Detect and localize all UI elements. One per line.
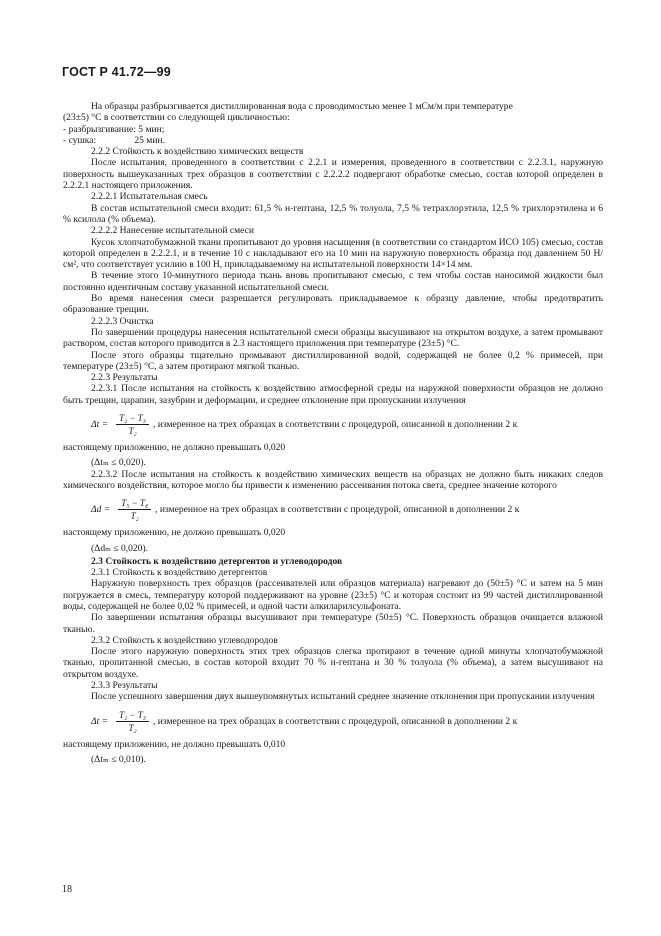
formula-limit: (Δtₘ ≤ 0,020). (91, 457, 146, 469)
formula-delta-d (63, 498, 603, 521)
section-heading: 2.3.1 Стойкость к воздействию детергентов (91, 567, 268, 579)
section-heading: 2.2.2.3 Очистка (91, 315, 154, 327)
formula-lhs: Δt = (91, 418, 109, 430)
formula-limit: (Δdₘ ≤ 0,020). (91, 542, 149, 554)
paragraph: После этого наружную поверхность этих трех образцов слегка протирают в течение одной минуты хлопчатобумажной тканью, пропитанной смесью, в состав которой входит 70 % н-гептана и 30 % толуола (% объема), а затем высушивают на открытом воздухе. (63, 646, 603, 680)
formula-delta-t (63, 413, 603, 436)
formula-text: , измеренное на трех образцах в соответствии с процедурой, описанной в дополнении 2 к (155, 504, 520, 516)
formula-numerator: T₂ − T₃ (116, 413, 149, 425)
formula-denominator: T₂ (128, 722, 137, 733)
list-item: - разбрызгивание: 5 мин; (63, 123, 165, 135)
paragraph: настоящему приложению, не должно превышать 0,010 (63, 738, 286, 750)
section-heading: 2.3.3 Результаты (91, 680, 158, 692)
paragraph: Наружную поверхность трех образцов (рассеивателей или образцов материала) нагревают до (50±5) °С и затем на 5 мин погружается в смесь, температуру которой поддерживают на уровне (23±5) °С и которая состоит из 99 частей дистиллированной воды, содержащей не более 0,02 % примесей, и одной части алкиларилсульфоната. (63, 578, 603, 612)
formula-fraction (116, 413, 149, 436)
section-heading: 2.3.2 Стойкость к воздействию углеводородов (91, 634, 278, 646)
list-item: - сушка: 25 мин. (63, 134, 165, 146)
document-header: ГОСТ Р 41.72—99 (62, 65, 171, 79)
paragraph: 2.2.3.1 После испытания на стойкость к воздействию атмосферной среды на наружной поверхности образцов не должно быть трещин, царапин, зазубрин и деформации, и среднее отклонение при пропускании излучения (63, 383, 603, 406)
paragraph: Кусок хлопчатобумажной ткани пропитывают до уровня насыщения (в соответствии со стандартом ИСО 105) смесью, состав которой определен в 2.2.2.1, и в течение 10 с накладывают его на 10 мин на наружную поверхность образца под давлением 50 Н/см², что соответствует усилию в 100 Н, прикладываемому на испытательной поверхности 14×14 мм. (63, 236, 603, 271)
formula-fraction (116, 710, 149, 733)
section-heading: 2.2.2.1 Испытательная смесь (91, 191, 208, 203)
paragraph: После испытания, проведенного в соответствии с 2.2.1 и измерения, проведенного в соответствии с 2.2.3.1, наружную поверхность вышеуказанных трех образцов в соответствии с 2.2.2.2 подвергают обработке смесью, состав которой определен в 2.2.2.1 настоящего приложения. (63, 157, 603, 192)
document-body (63, 101, 603, 765)
paragraph: После этого образцы тщательно промывают дистиллированной водой, содержащей не более 0,2 % примесей, при температуре (23±5) °С, а затем протирают мягкой тканью. (63, 349, 603, 372)
formula-limit: (Δtₘ ≤ 0,010). (91, 753, 146, 765)
paragraph: В состав испытательной смеси входит: 61,5 % н-гептана, 12,5 % толуола, 7,5 % тетрахлорэтила, 12,5 % трихлорэтилена и 6 % ксилола (% объема). (63, 202, 603, 225)
formula-fraction (118, 498, 151, 521)
formula-denominator: T₂ (128, 426, 137, 437)
formula-text: , измеренное на трех образцах в соответствии с процедурой, описанной в дополнении 2 к (152, 418, 518, 430)
paragraph: (23±5) °С в соответствии со следующей цикличностью: (63, 112, 290, 124)
formula-lhs: Δd = (91, 504, 111, 516)
formula-lhs: Δt = (91, 715, 109, 727)
page-number: 18 (62, 884, 72, 895)
section-heading: 2.2.2 Стойкость к воздействию химических веществ (91, 146, 304, 158)
paragraph: После успешного завершения двух вышеупомянутых испытаний среднее значение отклонения при пропускании излучения (91, 691, 595, 703)
paragraph: 2.2.3.2 После испытания на стойкость к воздействию химических веществ на образцах не должно быть никаких следов химического воздействия, которое могло бы привести к изменению рассеивания потока света, среднее значение которого (63, 468, 603, 491)
paragraph: настоящему приложению, не должно превышать 0,020 (63, 527, 286, 539)
formula-text: , измеренное на трех образцах в соответствии с процедурой, описанной в дополнении 2 к (152, 715, 518, 727)
formula-delta-t-final (63, 710, 603, 733)
paragraph: На образцы разбрызгивается дистиллированная вода с проводимостью менее 1 мСм/м при температуре (91, 101, 513, 112)
formula-numerator: T₂ − T₃ (116, 710, 149, 722)
section-heading: 2.2.2.2 Нанесение испытательной смеси (91, 225, 254, 237)
section-heading: 2.2.3 Результаты (91, 372, 158, 384)
paragraph: настоящему приложению, не должно превышать 0,020 (63, 442, 286, 454)
formula-numerator: T₅ − T₄ (118, 498, 151, 510)
paragraph: В течение этого 10-минутного периода ткань вновь пропитывают смесью, с тем чтобы состав наносимой жидкости был постоянно идентичным составу указанной испытательной смеси. (63, 270, 603, 293)
paragraph: По завершении испытания образцы высушивают при температуре (50±5) °С. Поверхность образцов очищается влажной тканью. (63, 612, 603, 635)
section-heading-bold: 2.3 Стойкость к воздействию детергентов и углеводородов (91, 555, 343, 567)
formula-denominator: T₂ (130, 511, 139, 522)
paragraph: По завершении процедуры нанесения испытательной смеси образцы высушивают на открытом воздухе, а затем промывают раствором, состав которого приводится в 2.3 настоящего приложения при температуре (23±5) °С. (63, 326, 603, 350)
paragraph: Во время нанесения смеси разрешается регулировать прикладываемое к образцу давление, чтобы предотвратить образование трещин. (63, 293, 603, 316)
